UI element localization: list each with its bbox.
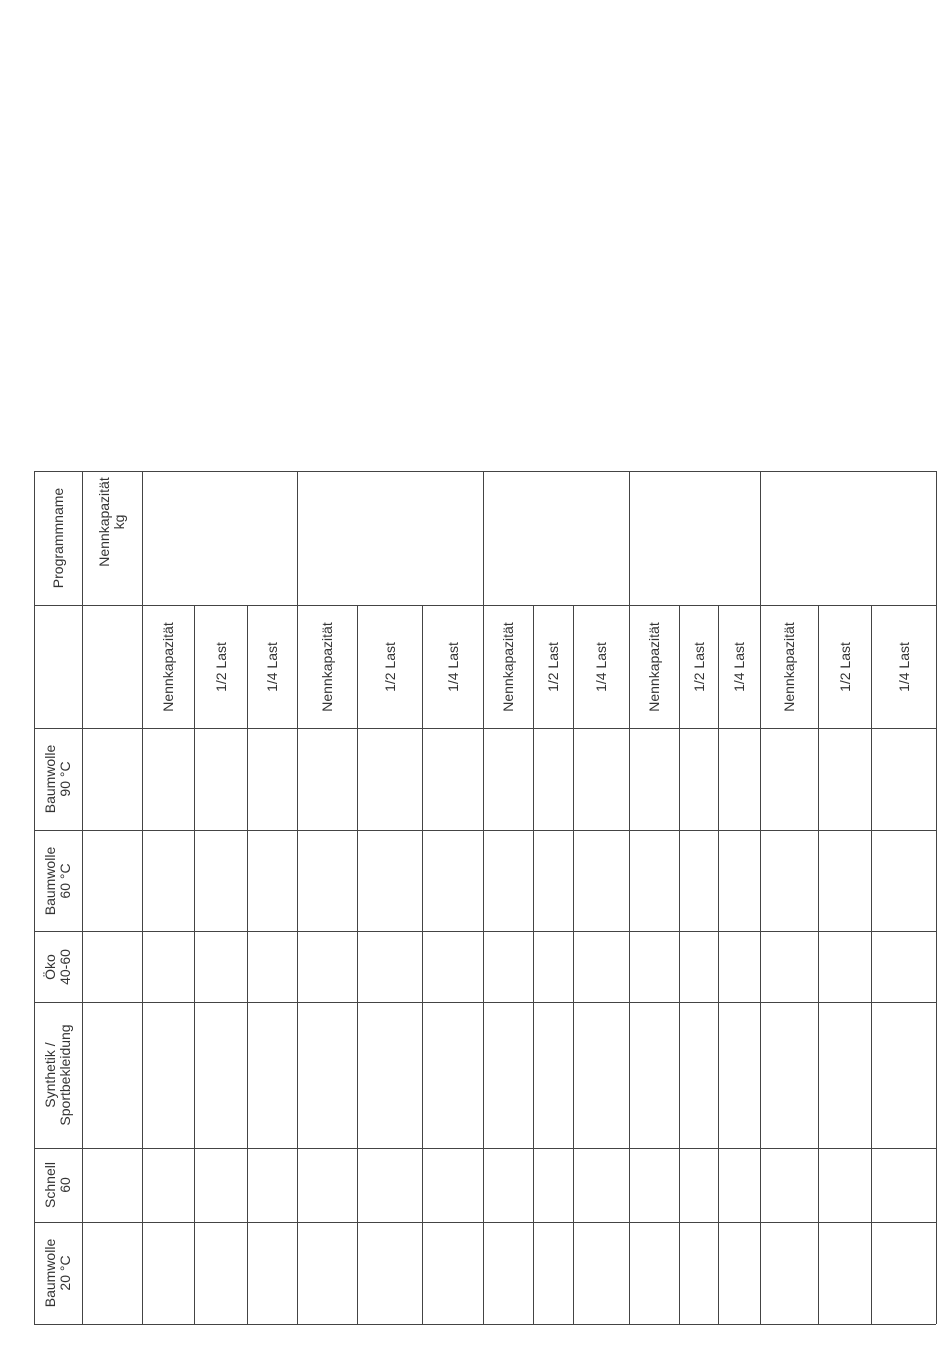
subcolumn-divider <box>573 605 574 1324</box>
subheader-half-load: 1/2 Last <box>381 641 397 692</box>
subheader-nennkapazitaet: Nennkapazität <box>159 621 176 712</box>
subheader-half-load: 1/2 Last <box>690 641 706 692</box>
header-divider <box>34 605 936 606</box>
subheader-half-load: 1/2 Last <box>212 641 228 692</box>
column-divider <box>82 471 83 1324</box>
subheader-quarter-load: 1/4 Last <box>263 641 280 692</box>
subheader-quarter-load: 1/4 Last <box>592 641 609 692</box>
subcolumn-divider <box>818 605 819 1324</box>
program-name: Baumwolle 90 °C <box>42 744 73 814</box>
row-divider <box>34 1002 936 1003</box>
program-name: Baumwolle 20 °C <box>42 1238 73 1308</box>
program-name: Öko 40-60 <box>42 948 73 985</box>
table-border-top <box>34 471 936 472</box>
subcolumn-divider <box>194 605 195 1324</box>
subheader-half-load: 1/2 Last <box>836 641 852 692</box>
subcolumn-divider <box>357 605 358 1324</box>
subheader-half-load: 1/2 Last <box>544 641 561 692</box>
subheader-nennkapazitaet: Nennkapazität <box>499 621 516 712</box>
subheader-nennkapazitaet: Nennkapazität <box>780 621 797 712</box>
subcolumn-divider <box>679 605 680 1324</box>
subheader-quarter-load: 1/4 Last <box>444 641 460 692</box>
program-name: Baumwolle 60 °C <box>42 846 73 915</box>
subheader-nennkapazitaet: Nennkapazität <box>645 621 662 712</box>
row-divider <box>34 830 936 831</box>
subheader-quarter-load: 1/4 Last <box>895 641 911 692</box>
table-border-left <box>34 471 35 1324</box>
nennkapazitaet-kg-header: Nennkapazität kg <box>96 477 127 567</box>
table-border-right <box>936 471 937 1324</box>
subcolumn-divider <box>422 605 423 1324</box>
subcolumn-divider <box>247 605 248 1324</box>
subheader-nennkapazitaet: Nennkapazität <box>318 621 335 712</box>
subcolumn-divider <box>871 605 872 1324</box>
subheader-divider <box>34 728 936 729</box>
group-divider <box>142 471 143 1324</box>
row-divider <box>34 931 936 932</box>
group-divider <box>483 471 484 1324</box>
row-divider <box>34 1222 936 1223</box>
subheader-quarter-load: 1/4 Last <box>730 641 747 692</box>
subcolumn-divider <box>533 605 534 1324</box>
row-divider <box>34 1148 936 1149</box>
subcolumn-divider <box>718 605 719 1324</box>
program-name: Schnell 60 <box>42 1162 73 1208</box>
group-divider <box>297 471 298 1324</box>
table-border-bottom <box>34 1324 936 1325</box>
group-divider <box>760 471 761 1324</box>
programmname-header: Programmname <box>49 487 66 589</box>
program-name: Synthetik / Sportbekleidung <box>42 1024 73 1126</box>
group-divider <box>629 471 630 1324</box>
